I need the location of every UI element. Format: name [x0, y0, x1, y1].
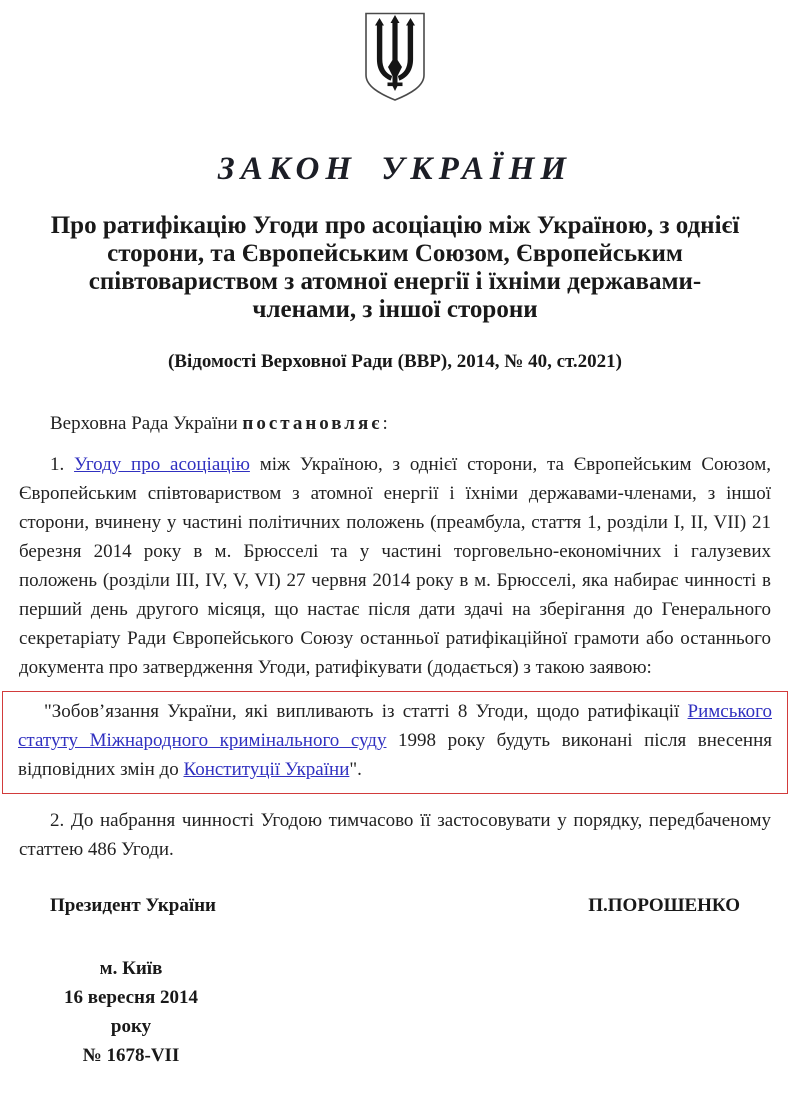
paragraph-1-number: 1.	[50, 454, 75, 475]
law-number: № 1678-VII	[82, 1045, 180, 1066]
preamble-colon: :	[382, 413, 388, 434]
paragraph-1-text: між Україною, з однієї сторони, та Європейським Союзом, Європейським співтовариством з атомної енергії і їхніми державами-членами, з іншої сторони, вчинену у частині політичних положень (преамбула, стаття 1, розділи I, II, VII) 21 березня 2014 року в м. Брюсселі та у частині торговельно-економічних і галузевих положень (розділи III, IV, V, VI) 27 червня 2014 року в м. Брюсселі, яка набирає чинності в перший день другого місяця, що настає після дати здачі на зберігання до Генерального секретаріату Ради Європейського Союзу останньої ратифікаційної грамоти або останнього документа про затвердження Угоди, ратифікувати (додається) з такою заявою:	[19, 454, 772, 678]
ukraine-trident-icon	[364, 12, 426, 102]
coat-of-arms-container	[19, 12, 771, 107]
gazette-reference: (Відомості Верховної Ради (ВВР), 2014, № 40, ст.2021)	[167, 351, 622, 372]
declaration-text	[18, 697, 772, 784]
enactment-date: 16 вересня 2014 року	[63, 987, 199, 1037]
paragraph-1	[19, 450, 771, 682]
enactment-block	[45, 954, 217, 1070]
declaration-after: ".	[349, 759, 362, 780]
act-title-line: Про ратифікацію Угоди про асоціацію між Україною, з однієї	[50, 212, 740, 239]
act-title-line: членами, з іншої сторони	[252, 296, 538, 323]
signatory-name: П.ПОРОШЕНКО	[588, 895, 740, 916]
constitution-link[interactable]: Конституції України	[183, 759, 350, 780]
preamble	[19, 409, 771, 438]
enactment-city: м. Київ	[99, 958, 163, 979]
declaration-middle: 1998 року будуть виконані після внесення відповідних змін до	[18, 730, 772, 780]
preamble-verb: постановляє	[242, 413, 383, 434]
declaration-highlight-box	[2, 691, 788, 794]
association-agreement-link[interactable]: Угоду про асоціацію	[74, 454, 250, 475]
act-title-line: сторони, та Європейським Союзом, Європейським	[107, 240, 683, 267]
act-title	[19, 212, 771, 324]
law-title: ЗАКОН УКРАЇНИ	[217, 151, 573, 187]
rome-statute-link[interactable]: Римського статуту Міжнародного кримінального суду	[18, 701, 772, 751]
act-title-line: співтовариством з атомної енергії і їхніми державами-	[88, 268, 702, 295]
signature-row	[19, 895, 771, 917]
paragraph-2: 2. До набрання чинності Угодою тимчасово її застосовувати у порядку, передбаченому статтею 486 Угоди.	[19, 810, 771, 860]
signatory-title: Президент України	[50, 895, 217, 916]
declaration-before: "Зобов’язання України, які випливають із статті 8 Угоди, щодо ратифікації	[44, 701, 688, 722]
preamble-prefix: Верховна Рада України	[50, 413, 243, 434]
